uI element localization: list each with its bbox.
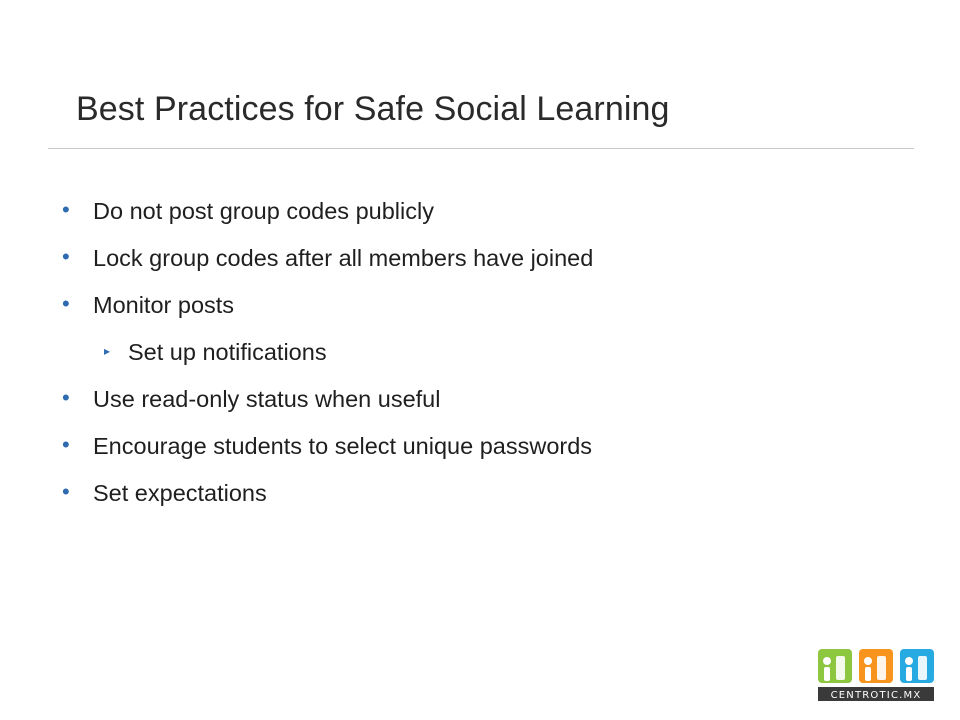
bullet-text: Lock group codes after all members have joined xyxy=(93,245,594,271)
title-divider xyxy=(48,148,914,149)
bullet-marker: • xyxy=(62,385,70,410)
sub-bullet-marker: ▸ xyxy=(104,344,111,358)
bullet-marker: • xyxy=(62,291,70,316)
slide-title: Best Practices for Safe Social Learning xyxy=(76,90,670,128)
logo-figure-green-icon xyxy=(818,649,852,683)
logo-wordmark: CENTROTIC.MX xyxy=(830,690,922,701)
logo-figure-blue-icon xyxy=(900,649,934,683)
bullet-marker: • xyxy=(62,244,70,269)
logo-figure-orange-icon xyxy=(859,649,893,683)
bullet-text: Do not post group codes publicly xyxy=(93,198,434,224)
centrotic-logo xyxy=(816,646,938,704)
bullet-text: Set expectations xyxy=(93,480,267,506)
bullet-text: Encourage students to select unique passwords xyxy=(93,433,593,459)
bullet-text: Monitor posts xyxy=(93,292,235,318)
sub-bullet-text: Set up notifications xyxy=(128,339,327,365)
bullet-marker: • xyxy=(62,197,70,222)
bullet-marker: • xyxy=(62,479,70,504)
bullet-text: Use read-only status when useful xyxy=(93,386,441,412)
bullet-marker: • xyxy=(62,432,70,457)
